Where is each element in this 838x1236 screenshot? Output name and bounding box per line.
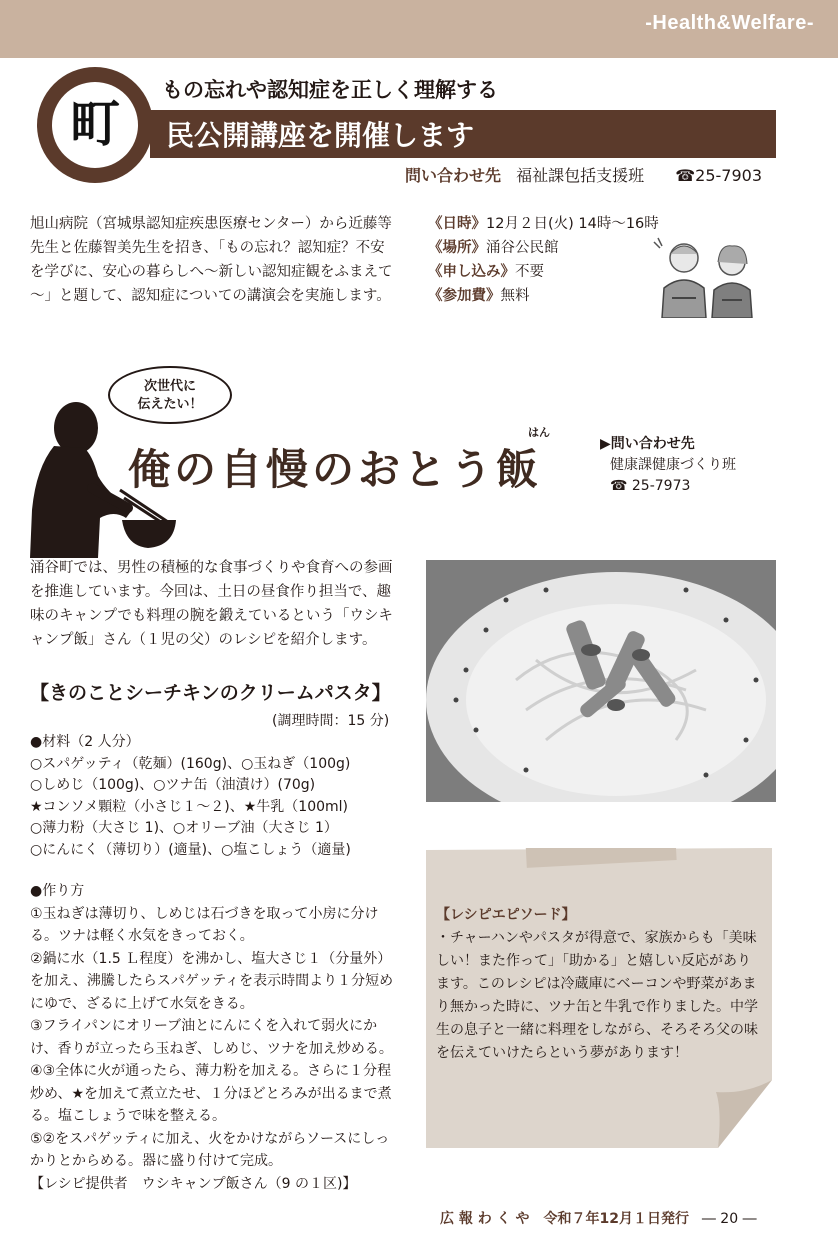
bubble-line: 伝えたい！ <box>137 397 203 412</box>
bubble-line: 次世代に <box>143 379 196 394</box>
step-item: ③フライパンにオリーブ油とにんにくを入れて弱火にかけ、香りが立ったら玉ねぎ、しめじ、ツナを加え炒める。 <box>30 1018 393 1057</box>
detail-key: 《場所》 <box>428 240 486 256</box>
detail-value: 無料 <box>500 288 530 304</box>
lecture-title: 民公開講座を開催します <box>166 119 475 152</box>
town-badge-char: 町 <box>70 95 120 153</box>
ingredient-line: ○薄力粉（大さじ 1)、○オリーブ油（大さじ 1） <box>30 820 338 836</box>
lecture-intro: 旭山病院（宮城県認知症疾患医療センター）から近藤等先生と佐藤智美先生を招き、「もの忘れ？認知症？不安を学びに、安心の暮らしへ～新しい認知症観をふまえて～」と題して、認知症についての講演会を実施します。 <box>30 216 393 304</box>
ingredients-list <box>30 732 398 861</box>
recipe-title: 【きのことシーチキンのクリームパスタ】 <box>30 682 391 704</box>
ingredient-line: ○しめじ（100g)、○ツナ缶（油漬け）(70g) <box>30 777 316 793</box>
detail-row <box>428 236 659 260</box>
ingredient-line: ★コンソメ顆粒（小さじ１～２)、★牛乳（100ml) <box>30 798 348 815</box>
cook-time: (調理時間：15 分) <box>272 713 390 729</box>
detail-key: 《日時》 <box>428 216 486 232</box>
detail-key: 《申し込み》 <box>428 264 515 280</box>
step-item: ⑤②をスパゲッティに加え、火をかけながらソースにしっかりとからめる。器に盛り付けて完成。 <box>30 1130 390 1169</box>
contact-label: 問い合わせ先 <box>405 166 502 185</box>
lecture-contact <box>405 163 762 186</box>
lecture-subtitle: もの忘れや認知症を正しく理解する <box>162 78 498 102</box>
lecture-details <box>428 212 659 308</box>
detail-value: 不要 <box>515 264 544 280</box>
contact-dept: 福祉課包括支援班 <box>516 166 645 185</box>
elderly-couple-illustration <box>652 232 762 318</box>
step-item: ②鍋に水（1.5 Ｌ程度）を沸かし、塩大さじ１（分量外）を加え、沸騰したらスパゲッティを表示時間より１分短めにゆで、ざるに上げて水気をきる。 <box>30 950 394 1012</box>
recipe-contact <box>600 434 736 497</box>
episode-heading: 【レシピエピソード】 <box>436 907 576 923</box>
contact-dept: 健康課健康づくり班 <box>610 457 736 473</box>
step-item: ①玉ねぎは薄切り、しめじは石づきを取って小房に分ける。ツナは軽く水気をきっておく。 <box>30 905 379 944</box>
publication-info: 広 報 わ く や 令和７年12月１日発行 <box>440 1211 689 1227</box>
speech-bubble-text <box>108 378 232 414</box>
detail-row <box>428 284 659 308</box>
detail-row <box>428 212 659 236</box>
episode-text: ・チャーハンやパスタが得意で、家族からも「美味しい！また作って」「助かる」と嬉しい反応があります。このレシピは冷蔵庫にベーコンや野菜があまり無かった時に、ツナ缶と牛乳で作りました。中学生の息子と一緒に料理をしながら、そろそろ父の味を伝えていけたらという夢があります！ <box>436 930 758 1061</box>
page-footer <box>440 1208 757 1228</box>
title-ruby: はん <box>528 426 550 439</box>
section-tag: -Health&Welfare- <box>645 12 814 34</box>
steps-heading: ●作り方 <box>30 883 85 899</box>
detail-key: 《参加費》 <box>428 288 501 304</box>
detail-value: 涌谷公民館 <box>486 240 559 256</box>
contact-phone: ☎ 25-7973 <box>610 478 691 494</box>
steps-list <box>30 880 398 1195</box>
recipe-provider: 【レシピ提供者 ウシキャンプ飯さん（9 の１区)】 <box>30 1175 357 1192</box>
contact-label: ▶問い合わせ先 <box>600 436 695 452</box>
header-band <box>0 0 838 58</box>
step-item: ④③全体に火が通ったら、薄力粉を加える。さらに１分程炒め、★を加えて煮立たせ、１分ほどとろみが出るまで煮る。塩こしょうで味を整える。 <box>30 1063 392 1124</box>
recipe-section-title: 俺の自慢のおとう飯 <box>128 445 543 494</box>
pasta-photo <box>426 560 776 802</box>
page-number: ― 20 ― <box>701 1211 757 1227</box>
detail-row <box>428 260 659 284</box>
ingredient-line: ○スパゲッティ（乾麺）(160g)、○玉ねぎ（100g) <box>30 755 351 772</box>
contact-phone: ☎25-7903 <box>675 166 762 185</box>
ingredient-line: ●材料（2 人分） <box>30 734 140 750</box>
ingredient-line: ○にんにく（薄切り）(適量)、○塩こしょう（適量) <box>30 841 351 858</box>
detail-value: 12月２日(火) 14時～16時 <box>486 216 659 232</box>
recipe-intro: 涌谷町では、男性の積極的な食事づくりや食育への参画を推進しています。今回は、土日の昼食作り担当で、趣味のキャンプでも料理の腕を鍛えているという「ウシキャンプ飯」さん（１児の父）のレシピを紹介します。 <box>30 560 393 648</box>
episode-note <box>436 904 764 1065</box>
